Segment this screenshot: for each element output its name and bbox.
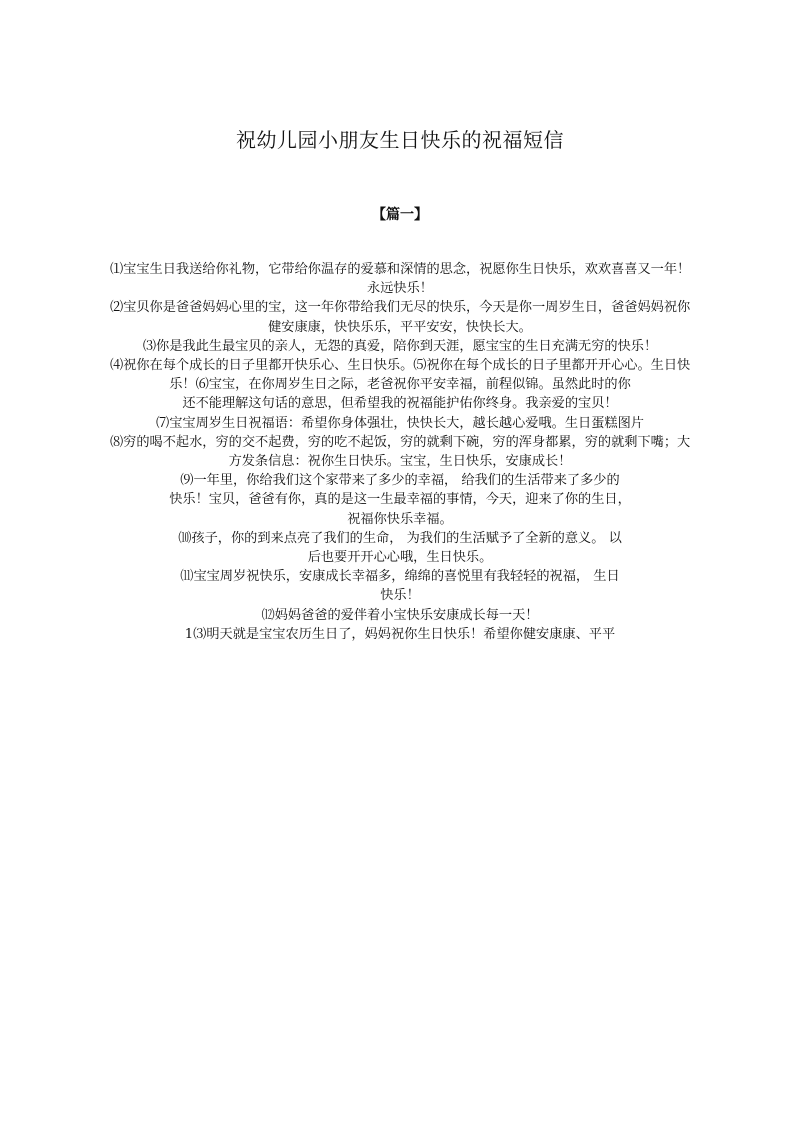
body-text (110, 260, 690, 644)
text-line: ⑼一年里，你给我们这个家带来了多少的幸福， 给我们的生活带来了多少的 (180, 473, 620, 489)
text-line: 还不能理解这句话的意思，但希望我的祝福能护佑你终身。我亲爱的宝贝！ (182, 396, 618, 412)
text-line: 健安康康，快快乐乐，平平安安，快快长大。 (268, 319, 532, 335)
text-line: 祝福你快乐幸福。 (347, 511, 453, 527)
text-line: ⑻穷的喝不起水，穷的交不起费，穷的吃不起饭，穷的就剩下碗，穷的浑身都累，穷的就剩下嘴；大 (110, 434, 691, 450)
text-line: ⑷祝你在每个成长的日子里都开快乐心、生日快乐。⑸祝你在每个成长的日子里都开开心心。生日快 (110, 358, 691, 374)
text-line: ⑵宝贝你是爸爸妈妈心里的宝，这一年你带给我们无尽的快乐，今天是你一周岁生日，爸爸妈妈祝你 (110, 300, 691, 316)
text-line: 永远快乐！ (367, 281, 433, 297)
text-line: ⑶你是我此生最宝贝的亲人，无怨的真爱，陪你到天涯，愿宝宝的生日充满无穷的快乐！ (142, 338, 658, 354)
text-line: ⑿妈妈爸爸的爱伴着小宝快乐安康成长每一天！ (261, 607, 539, 623)
text-line: 后也要开开心心哦，生日快乐。 (307, 550, 493, 566)
text-line: ⑾宝宝周岁祝快乐，安康成长幸福多，绵绵的喜悦里有我轻轻的祝福， 生日 (180, 569, 620, 585)
text-line: ⑺宝宝周岁生日祝福语：希望你身体强壮，快快长大，越长越心爱哦。生日蛋糕图片 (156, 415, 644, 431)
section-heading: 【篇一】 (372, 207, 428, 223)
text-line: 1⑶明天就是宝宝农历生日了，妈妈祝你生日快乐！希望你健安康康、平平 (184, 626, 616, 642)
document-title: 祝幼儿园小朋友生日快乐的祝福短信 (236, 128, 564, 152)
text-line: 方发条信息：祝你生日快乐。宝宝，生日快乐，安康成长！ (228, 454, 572, 470)
text-line: 乐！⑹宝宝，在你周岁生日之际，老爸祝你平安幸福，前程似锦。虽然此时的你 (169, 377, 631, 393)
text-line: 快乐！宝贝，爸爸有你，真的是这一生最幸福的事情，今天，迎来了你的生日， (169, 492, 631, 508)
text-line: 快乐！ (380, 588, 420, 604)
text-line: ⑴宝宝生日我送给你礼物，它带给你温存的爱慕和深情的思念，祝愿你生日快乐，欢欢喜喜又一年！ (110, 262, 691, 277)
text-line: ⑽孩子，你的到来点亮了我们的生命， 为我们的生活赋予了全新的意义。 以 (178, 530, 622, 546)
